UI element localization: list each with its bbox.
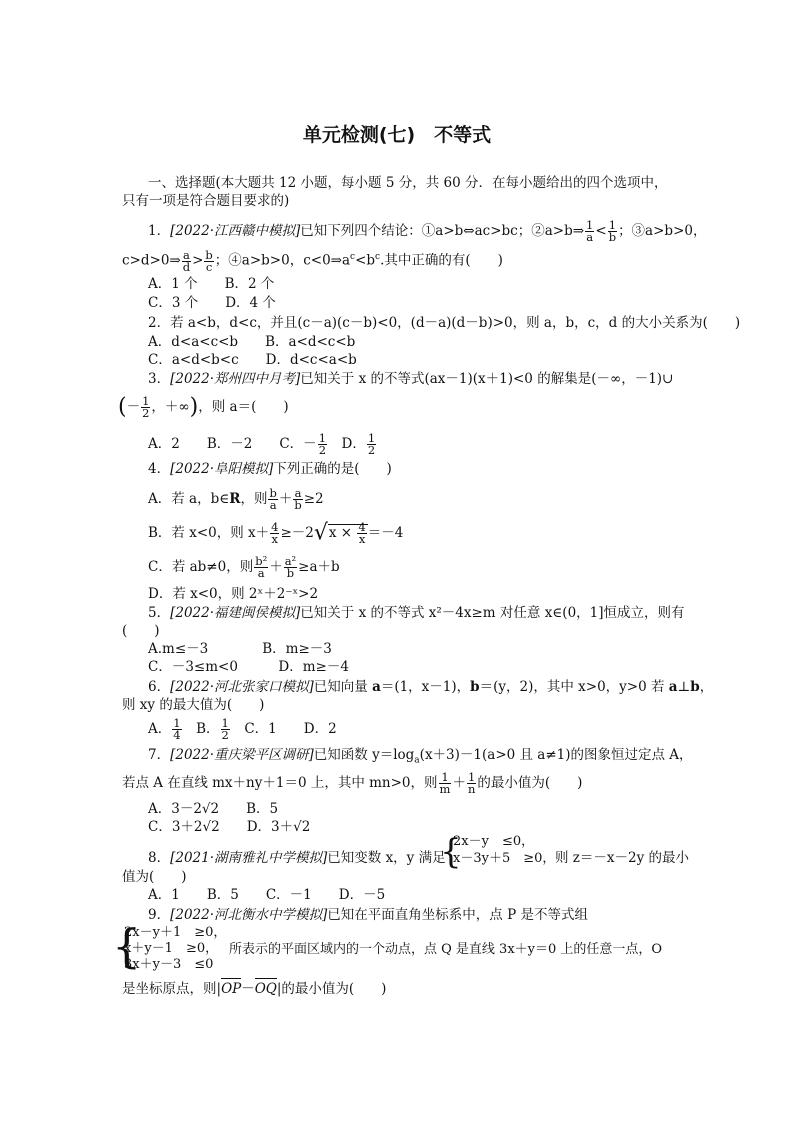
question-8: 8．[2021·湖南雅礼中学模拟]已知变数 x，y 满足 — [148, 850, 446, 866]
fraction: $\frac{b}{c}$ — [205, 247, 213, 274]
fraction: $\frac{a}{d}$ — [182, 247, 191, 274]
question-3: 3．[2022·郑州四中月考]已知关于 x 的不等式(ax－1)(x＋1)<0 的解集是(－∞，－1)∪ — [148, 371, 674, 387]
fraction: $\frac{1}{n}$ — [467, 770, 476, 796]
question-7: 7．[2022·重庆梁平区调研]已知函数 $y=\log_a(x+3)-1(a>0$ 且 a≠1)的图象恒过定点 A， — [148, 747, 693, 766]
question-5-cont: ( ) — [122, 623, 160, 639]
question-3-options: A．2 B．－2 C．－ $\frac{1}{2}$ D． $\frac{1}{2}$ — [148, 431, 376, 457]
system-brace: { — [440, 832, 462, 872]
question-4-option-b: B．若 x<0，则 x＋ $\frac{4}{x}$ ≥－2√x × $\frac{4}{x}$ ＝－4 — [148, 520, 404, 546]
fraction: $\frac{1}{b}$ — [608, 218, 617, 244]
question-4-option-a: A．若 a，b∈R，则 $\frac{b}{a}$ ＋ $\frac{a}{b}$ ≥2 — [148, 486, 324, 512]
question-7-options-a: A．3－2√2 B．5 — [148, 801, 279, 817]
question-8-options: A．1 B．5 C．－1 D．－5 — [148, 887, 386, 903]
question-source: [2022·江西赣中模拟] — [170, 223, 301, 239]
question-9: 9．[2022·河北衡水中学模拟]已知在平面直角坐标系中，点 P 是不等式组 — [148, 907, 588, 923]
question-3-cont: (－ $\frac{1}{2}$ ，＋∞)，则 a＝( ) — [118, 394, 289, 420]
fraction: $\frac{1}{2}$ — [142, 394, 150, 420]
question-6-options: A． $\frac{1}{4}$ B． $\frac{1}{2}$ C．1 D．2 — [148, 716, 337, 742]
fraction: $\frac{a}{b}$ — [294, 486, 302, 512]
page-title: 单元检测(七) 不等式 — [302, 124, 492, 146]
question-7-cont: 若点 A 在直线 mx＋ny＋1＝0 上，其中 mn>0，则 $\frac{1}{m}$ ＋ $\frac{1}{n}$ 的最小值为( ) — [122, 770, 583, 796]
vector-op: OP — [221, 981, 242, 997]
question-9-cont: 是坐标原点，则|OP－OQ|的最小值为( ) — [122, 981, 387, 997]
fraction: $\frac{\text{b²}}{a}$ — [255, 554, 268, 580]
fraction: $\frac{1}{2}$ — [221, 716, 229, 742]
question-4-option-d: D．若 x<0，则 2ˣ＋2⁻ˣ>2 — [148, 586, 319, 602]
question-1: 1．[2022·江西赣中模拟]已知下列四个结论：①a>b⇔ac>bc；②a>b⇒ $\frac{1}{a}$ < $\frac{1}{b}$ ；③a>b>0， — [148, 218, 707, 244]
system-line-1: 2x－y ≤0， — [453, 834, 535, 849]
question-8-tail: 则 z＝－x－2y 的最小 — [555, 850, 690, 866]
question-1-options-a: A．1 个 B．2 个 — [148, 276, 275, 292]
question-2: 2．若 a<b，d<c，并且(c－a)(c－b)<0，(d－a)(d－b)>0，则 a，b，c，d 的大小关系为( ) — [148, 315, 741, 331]
question-5: 5．[2022·福建闽侯模拟]已知关于 x 的不等式 x²－4x≥m 对任意 x∈(0，1]恒成立，则有 — [148, 605, 685, 621]
question-4-option-c: C．若 ab≠0，则 $\frac{\text{b²}}{a}$ ＋ $\frac{\text{a²}}{b}$ ≥a＋b — [148, 554, 340, 580]
system-brace: { — [112, 919, 142, 973]
question-2-options-b: C．a<d<b<c D．d<c<a<b — [148, 352, 357, 368]
question-5-options-a: A.m≤－3 B．m≥－3 — [148, 641, 332, 657]
question-6-cont: 则 xy 的最大值为( ) — [122, 697, 265, 713]
question-9-tail: 所表示的平面区域内的一个动点，点 Q 是直线 3x＋y＝0 上的任意一点，O — [229, 942, 663, 957]
system-line-2: x－3y＋5 ≥0， — [453, 851, 556, 866]
question-source: [2022·河北衡水中学模拟] — [170, 907, 328, 923]
system-line-3: 3x＋y－3 ≤0 — [124, 957, 214, 972]
question-source: [2022·郑州四中月考] — [170, 371, 301, 387]
fraction: $\frac{1}{4}$ — [173, 716, 181, 742]
fraction: $\frac{4}{x}$ — [271, 520, 279, 546]
question-source: [2022·阜阳模拟] — [170, 461, 274, 477]
fraction: $\frac{4}{x}$ — [358, 520, 366, 546]
section-heading: 一、选择题(本大题共 12 小题，每小题 5 分，共 60 分．在每小题给出的四个选项中， — [148, 175, 668, 191]
system-line-1: 2x－y＋1 ≥0， — [124, 925, 227, 940]
question-2-options-a: A．d<a<c<b B．a<d<c<b — [148, 334, 356, 350]
question-source: [2022·重庆梁平区调研] — [170, 747, 314, 763]
question-6: 6．[2022·河北张家口模拟]已知向量 a＝(1，x－1)，b＝(y，2)，其中 x>0，y>0 若 a⊥b， — [148, 679, 714, 695]
question-source: [2022·河北张家口模拟] — [170, 679, 314, 695]
question-7-options-b: C．3＋2√2 D．3＋√2 — [148, 819, 311, 835]
fraction: $\frac{1}{2}$ — [318, 431, 327, 457]
question-4: 4．[2022·阜阳模拟]下列正确的是( ) — [148, 461, 392, 477]
question-1-cont: c>d>0⇒ $\frac{a}{d}$ > $\frac{b}{c}$ ；④a>b>0，$c<0\Rightarrow a^c<b^c$.其中正确的有( ) — [122, 247, 503, 274]
fraction: $\frac{b}{a}$ — [269, 486, 277, 512]
system-line-2: x＋y－1 ≥0， — [124, 941, 219, 956]
fraction: $\frac{1}{2}$ — [367, 431, 376, 457]
question-1-options-b: C．3 个 D．4 个 — [148, 295, 276, 311]
question-8-cont: 值为( ) — [122, 869, 187, 885]
question-source: [2021·湖南雅礼中学模拟] — [170, 850, 328, 866]
question-source: [2022·福建闽侯模拟] — [170, 605, 301, 621]
fraction: $\frac{\text{a²}}{b}$ — [284, 554, 297, 580]
section-heading-cont: 只有一项是符合题目要求的) — [122, 193, 290, 209]
fraction: $\frac{1}{m}$ — [439, 770, 451, 796]
question-5-options-b: C．－3≤m<0 D．m≥－4 — [148, 659, 349, 675]
vector-oq: OQ — [254, 981, 277, 997]
fraction: $\frac{1}{a}$ — [586, 218, 594, 244]
